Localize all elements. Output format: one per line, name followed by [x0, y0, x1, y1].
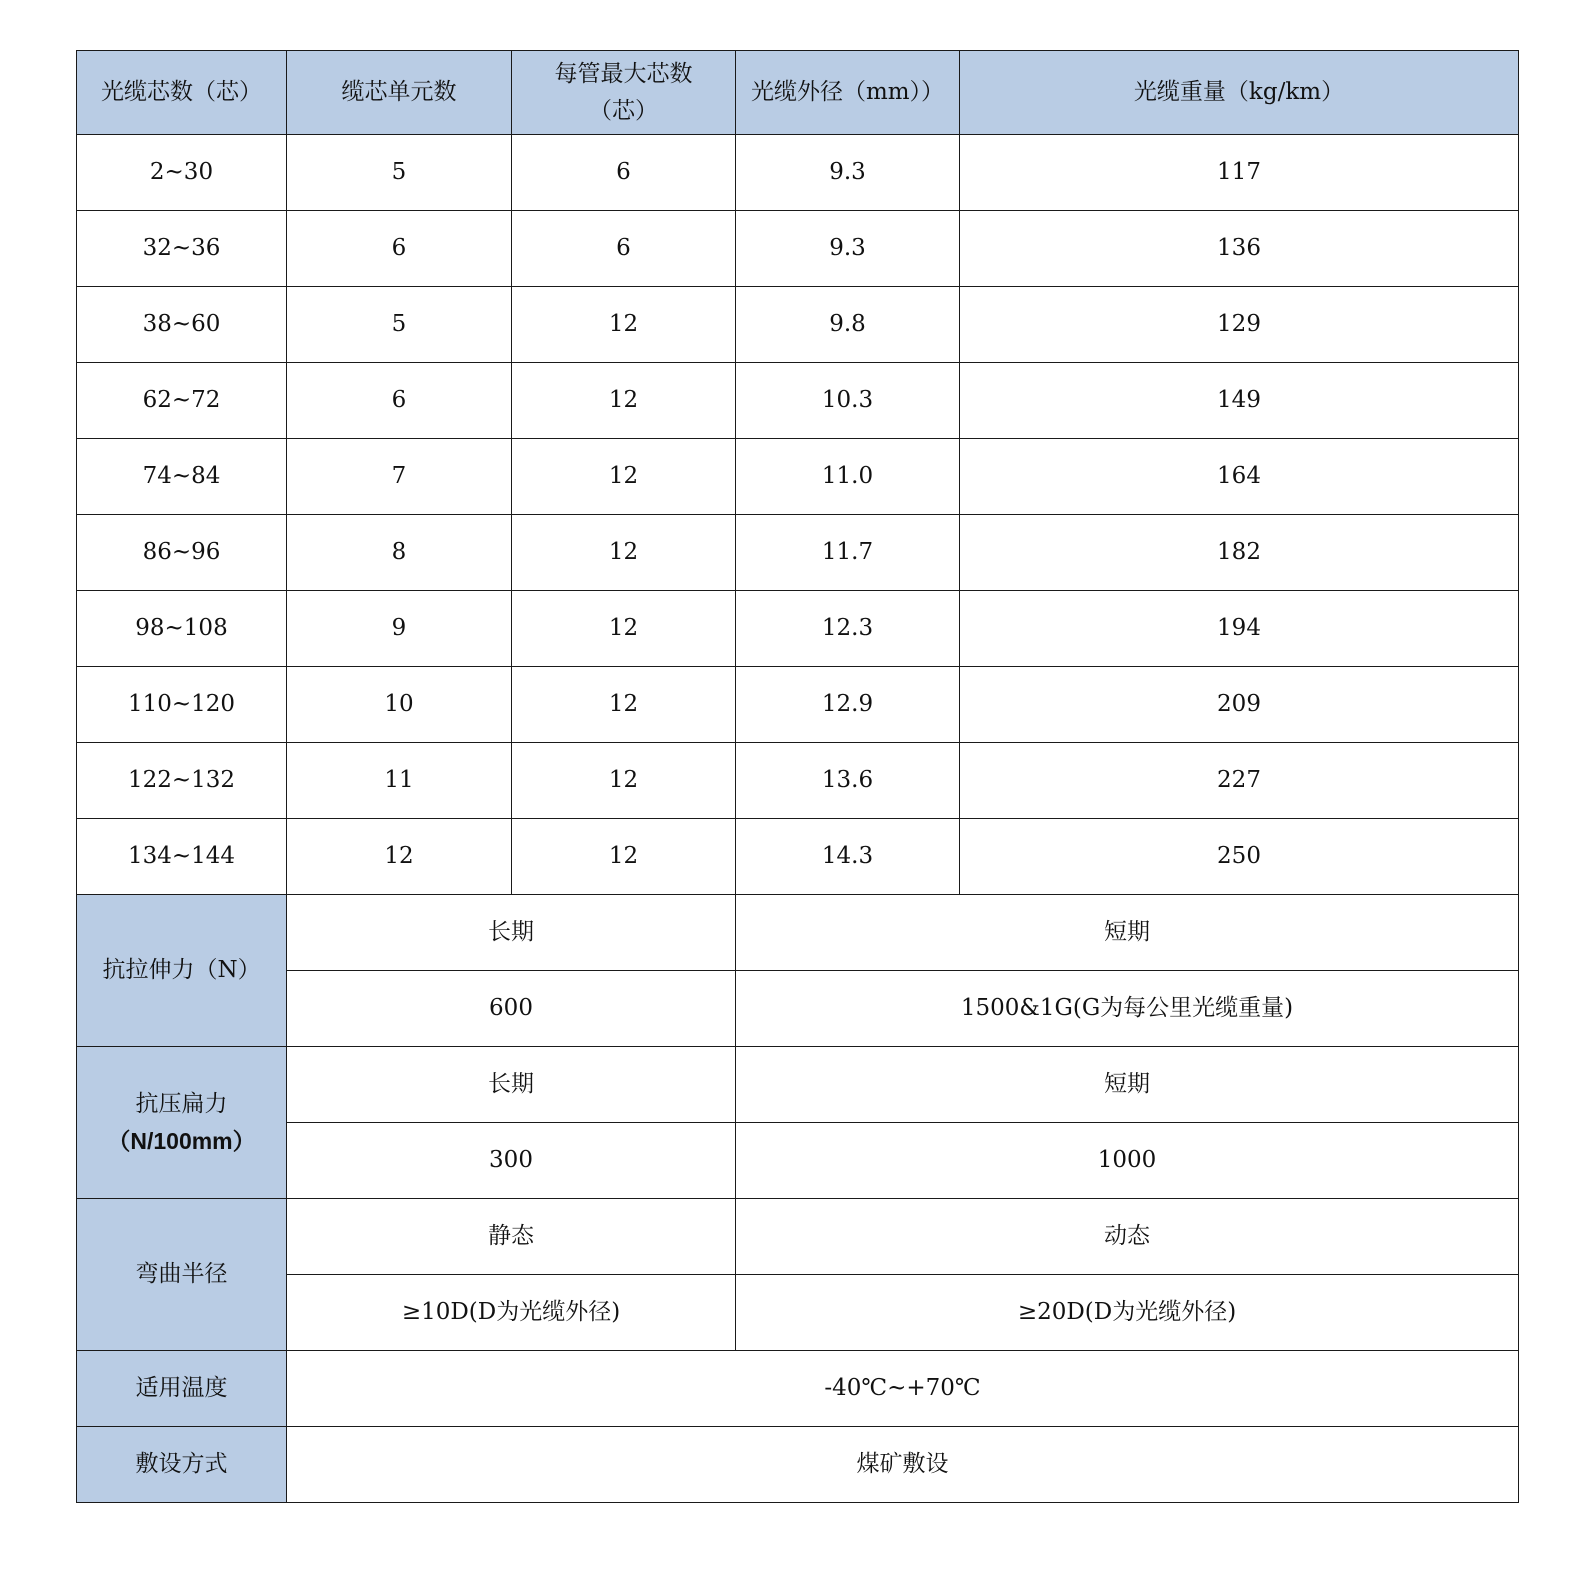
table-row	[77, 287, 1519, 363]
header-max-per-tube	[512, 51, 736, 135]
laying-row	[77, 1427, 1519, 1503]
cell-units: 6	[287, 363, 512, 439]
cell-units: 9	[287, 591, 512, 667]
cell-weight: 129	[960, 287, 1519, 363]
table-row	[77, 591, 1519, 667]
tensile-value-row	[77, 971, 1519, 1047]
cell-units: 8	[287, 515, 512, 591]
table-row	[77, 363, 1519, 439]
cell-units: 11	[287, 743, 512, 819]
tensile-long-value: 600	[287, 971, 736, 1047]
cell-weight: 194	[960, 591, 1519, 667]
cell-diameter: 9.3	[736, 135, 960, 211]
cell-diameter: 9.8	[736, 287, 960, 363]
cell-cores: 134~144	[77, 819, 287, 895]
cell-cores: 32~36	[77, 211, 287, 287]
table-row	[77, 743, 1519, 819]
bend-dynamic-value: ≥20D(D为光缆外径)	[736, 1275, 1519, 1351]
cell-max-per-tube: 12	[512, 363, 736, 439]
temperature-value: -40℃~+70℃	[287, 1351, 1519, 1427]
cell-max-per-tube: 12	[512, 819, 736, 895]
cell-cores: 98~108	[77, 591, 287, 667]
cell-cores: 110~120	[77, 667, 287, 743]
bend-label: 弯曲半径	[77, 1199, 287, 1351]
cell-diameter: 14.3	[736, 819, 960, 895]
cell-weight: 164	[960, 439, 1519, 515]
tensile-short-label: 短期	[736, 895, 1519, 971]
crush-value-row	[77, 1123, 1519, 1199]
temperature-label: 适用温度	[77, 1351, 287, 1427]
temperature-row	[77, 1351, 1519, 1427]
cable-spec-table	[76, 50, 1519, 1503]
table-row	[77, 515, 1519, 591]
table-row	[77, 667, 1519, 743]
cell-max-per-tube: 6	[512, 135, 736, 211]
cell-units: 7	[287, 439, 512, 515]
cell-cores: 122~132	[77, 743, 287, 819]
crush-long-label: 长期	[287, 1047, 736, 1123]
bend-dynamic-label: 动态	[736, 1199, 1519, 1275]
cell-max-per-tube: 12	[512, 515, 736, 591]
cell-max-per-tube: 6	[512, 211, 736, 287]
cell-max-per-tube: 12	[512, 287, 736, 363]
crush-header-row	[77, 1047, 1519, 1123]
cell-max-per-tube: 12	[512, 591, 736, 667]
cell-diameter: 11.7	[736, 515, 960, 591]
crush-label-line2: （N/100mm）	[107, 1127, 256, 1154]
cell-cores: 2~30	[77, 135, 287, 211]
cell-diameter: 13.6	[736, 743, 960, 819]
cell-max-per-tube: 12	[512, 667, 736, 743]
header-diameter: 光缆外径（mm））	[736, 51, 960, 135]
cell-weight: 149	[960, 363, 1519, 439]
cell-weight: 250	[960, 819, 1519, 895]
tensile-label: 抗拉伸力（N）	[77, 895, 287, 1047]
bend-static-label: 静态	[287, 1199, 736, 1275]
table-row	[77, 135, 1519, 211]
crush-label-line1: 抗压扁力	[135, 1090, 228, 1117]
table-row	[77, 819, 1519, 895]
laying-label: 敷设方式	[77, 1427, 287, 1503]
cell-units: 6	[287, 211, 512, 287]
tensile-header-row	[77, 895, 1519, 971]
cell-weight: 209	[960, 667, 1519, 743]
table-row	[77, 439, 1519, 515]
header-weight: 光缆重量（kg/km）	[960, 51, 1519, 135]
cell-weight: 136	[960, 211, 1519, 287]
header-unit-count: 缆芯单元数	[287, 51, 512, 135]
cell-diameter: 12.3	[736, 591, 960, 667]
cell-diameter: 11.0	[736, 439, 960, 515]
cell-units: 12	[287, 819, 512, 895]
cell-cores: 62~72	[77, 363, 287, 439]
header-core-count: 光缆芯数（芯）	[77, 51, 287, 135]
crush-short-value: 1000	[736, 1123, 1519, 1199]
bend-static-value: ≥10D(D为光缆外径)	[287, 1275, 736, 1351]
tensile-short-value: 1500&1G(G为每公里光缆重量)	[736, 971, 1519, 1047]
cell-diameter: 12.9	[736, 667, 960, 743]
bend-value-row	[77, 1275, 1519, 1351]
laying-value: 煤矿敷设	[287, 1427, 1519, 1503]
cell-weight: 227	[960, 743, 1519, 819]
cell-weight: 117	[960, 135, 1519, 211]
tensile-long-label: 长期	[287, 895, 736, 971]
cell-diameter: 10.3	[736, 363, 960, 439]
cell-cores: 74~84	[77, 439, 287, 515]
cell-units: 10	[287, 667, 512, 743]
header-max-per-tube-line1: 每管最大芯数	[554, 60, 693, 87]
crush-label	[77, 1047, 287, 1199]
crush-short-label: 短期	[736, 1047, 1519, 1123]
cell-cores: 86~96	[77, 515, 287, 591]
cell-max-per-tube: 12	[512, 743, 736, 819]
bend-header-row	[77, 1199, 1519, 1275]
cell-weight: 182	[960, 515, 1519, 591]
cell-units: 5	[287, 287, 512, 363]
cell-diameter: 9.3	[736, 211, 960, 287]
cell-max-per-tube: 12	[512, 439, 736, 515]
crush-long-value: 300	[287, 1123, 736, 1199]
table-row	[77, 211, 1519, 287]
header-max-per-tube-line2: （芯）	[589, 97, 658, 124]
cell-cores: 38~60	[77, 287, 287, 363]
header-row	[77, 51, 1519, 135]
cell-units: 5	[287, 135, 512, 211]
